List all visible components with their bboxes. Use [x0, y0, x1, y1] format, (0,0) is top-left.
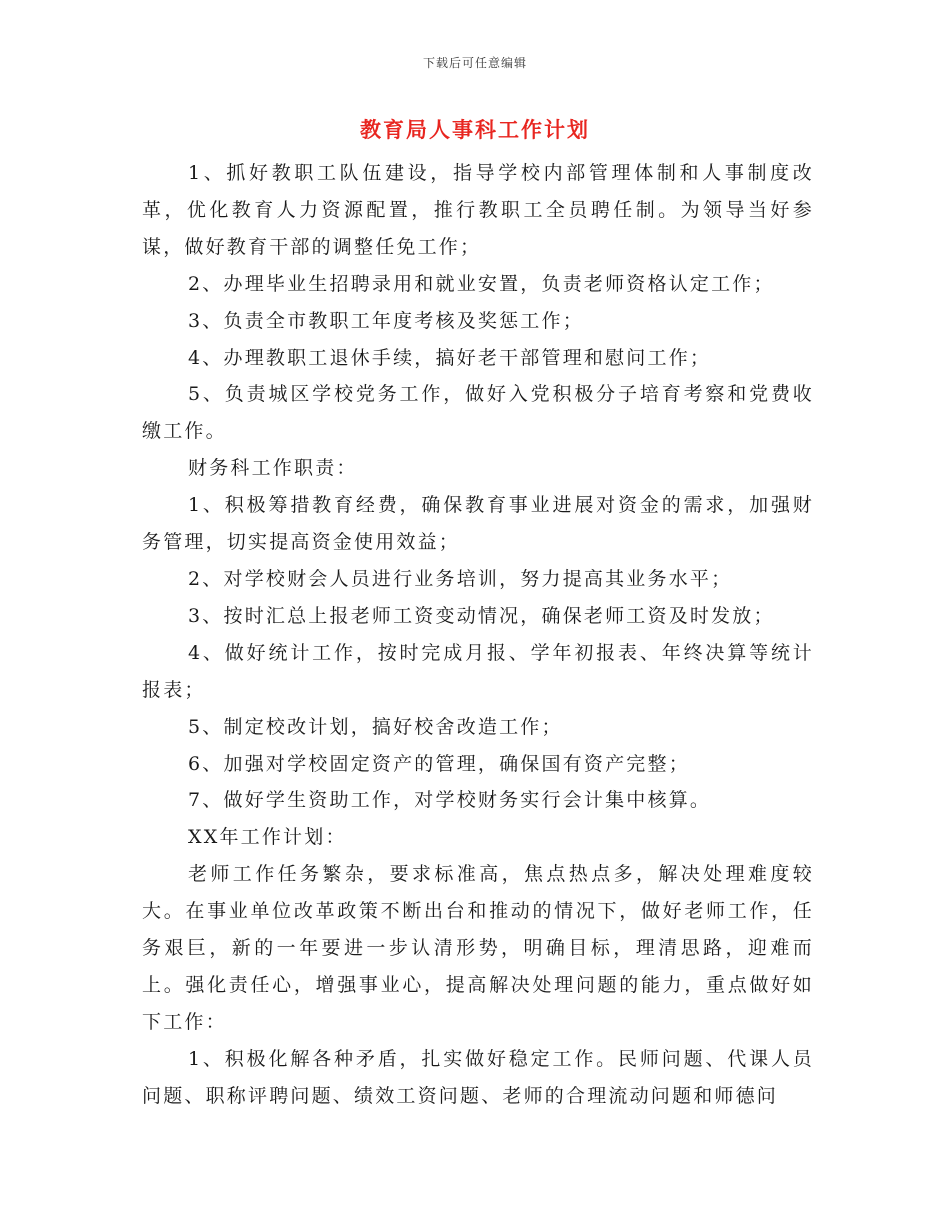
document-title: 教育局人事科工作计划: [360, 117, 590, 142]
section-heading: XX年工作计划：: [188, 826, 347, 849]
paragraph: 6、加强对学校固定资产的管理，确保国有资产完整；: [188, 752, 690, 775]
section-heading: 财务科工作职责：: [188, 457, 358, 480]
header-note: 下载后可任意编辑: [422, 56, 527, 70]
paragraph: 2、对学校财会人员进行业务培训，努力提高其业务水平；: [188, 567, 733, 590]
paragraph: 7、做好学生资助工作，对学校财务实行会计集中核算。: [188, 789, 712, 812]
paragraph: 2、办理毕业生招聘录用和就业安置，负责老师资格认定工作；: [188, 272, 775, 295]
paragraph: 5、负责城区学校党务工作，做好入党积极分子培育考察和党费收缴工作。: [142, 383, 814, 443]
paragraph: 3、按时汇总上报老师工资变动情况，确保老师工资及时发放；: [188, 604, 775, 627]
paragraph: 3、负责全市教职工年度考核及奖惩工作；: [188, 309, 584, 332]
paragraph: 4、做好统计工作，按时完成月报、学年初报表、年终决算等统计报表；: [142, 641, 814, 701]
paragraph: 1、积极筹措教育经费，确保教育事业进展对资金的需求，加强财务管理，切实提高资金使用效益；: [142, 494, 814, 554]
paragraph: 老师工作任务繁杂，要求标准高，焦点热点多，解决处理难度较大。在事业单位改革政策不断出台和推动的情况下，做好老师工作，任务艰巨，新的一年要进一步认清形势，明确目标，理清思路，迎难而上。强化责任心，增强事业心，提高解决处理问题的能力，重点做好如下工作：: [142, 863, 814, 1033]
paragraph: 1、抓好教职工队伍建设，指导学校内部管理体制和人事制度改革，优化教育人力资源配置，推行教职工全员聘任制。为领导当好参谋，做好教育干部的调整任免工作；: [142, 162, 814, 258]
paragraph: 4、办理教职工退休手续，搞好老干部管理和慰问工作；: [188, 346, 712, 369]
paragraph: 5、制定校改计划，搞好校舍改造工作；: [188, 715, 563, 738]
document-body: [142, 155, 814, 1115]
paragraph: 1、积极化解各种矛盾，扎实做好稳定工作。民师问题、代课人员问题、职称评聘问题、绩效工资问题、老师的合理流动问题和师德问: [142, 1047, 814, 1107]
